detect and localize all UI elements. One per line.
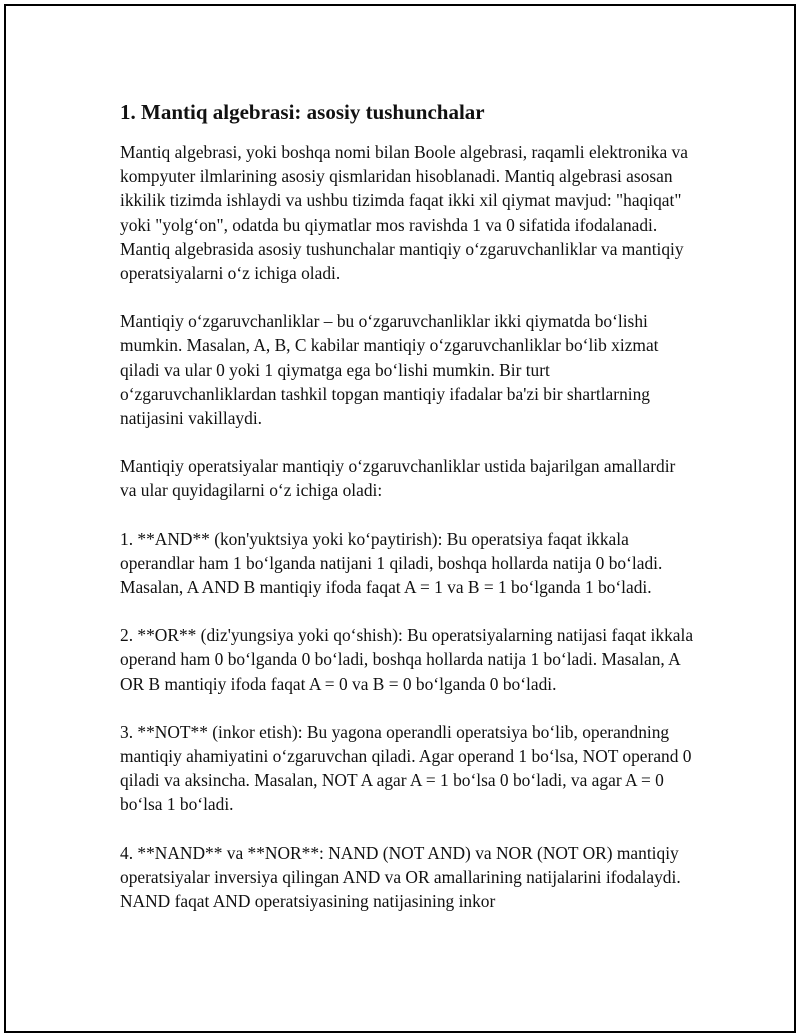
page-frame bbox=[4, 4, 796, 1033]
document-body bbox=[120, 98, 695, 937]
paragraph-operations-intro: Mantiqiy operatsiyalar mantiqiy o‘zgaruvchanliklar ustida bajarilgan amallardir va ular quyidagilarni o‘z ichiga oladi: bbox=[120, 456, 676, 501]
paragraph-variables: Mantiqiy o‘zgaruvchanliklar – bu o‘zgaruvchanliklar ikki qiymatda bo‘lishi mumkin. Masalan, A, B, C kabilar mantiqiy o‘zgaruvchanliklar bo‘lib xizmat qiladi va ular 0 yoki 1 qiymatga ega bo‘lishi mumkin. Bir turt o‘zgaruvchanliklardan tashkil topgan mantiqiy ifadalar ba'zi bir shartlarning natijasini vakillaydi. bbox=[120, 311, 659, 429]
paragraph-and: 1. **AND** (kon'yuktsiya yoki ko‘paytirish): Bu operatsiya faqat ikkala operandlar ham 1 bo‘lganda natijani 1 qiladi, boshqa hollarda natija 0 bo‘ladi. Masalan, A AND B mantiqiy ifoda faqat A = 1 va B = 1 bo‘lganda 1 bo‘ladi. bbox=[120, 528, 663, 598]
paragraph-nand-nor: 4. **NAND** va **NOR**: NAND (NOT AND) va NOR (NOT OR) mantiqiy operatsiyalar inversiya qilingan AND va OR amallarining natijalarini ifodalaydi. NAND faqat AND operatsiyasining natijasining inkor bbox=[120, 842, 681, 912]
paragraph-intro: Mantiq algebrasi, yoki boshqa nomi bilan Boole algebrasi, raqamli elektronika va kompyuter ilmlarining asosiy qismlaridan hisoblanadi. Mantiq algebrasi asosan ikkilik tizimda ishlaydi va ushbu tizimda faqat ikki xil qiymat mavjud: "haqiqat" yoki "yolg‘on", odatda bu qiymatlar mos ravishda 1 va 0 sifatida ifodalanadi. Mantiq algebrasida asosiy tushunchalar mantiqiy o‘zgaruvchanliklar va mantiqiy operatsiyalarni o‘z ichiga oladi. bbox=[120, 142, 688, 284]
paragraph-or: 2. **OR** (diz'yungsiya yoki qo‘shish): Bu operatsiyalarning natijasi faqat ikkala operand ham 0 bo‘lganda 0 bo‘ladi, boshqa hollarda natija 1 bo‘ladi. Masalan, A OR B mantiqiy ifoda faqat A = 0 va B = 0 bo‘lganda 0 bo‘ladi. bbox=[120, 625, 694, 694]
document-title: 1. Mantiq algebrasi: asosiy tushunchalar bbox=[120, 100, 485, 124]
paragraph-not: 3. **NOT** (inkor etish): Bu yagona operandli operatsiya bo‘lib, operandning mantiqiy ahamiyatini o‘zgaruvchan qiladi. Agar operand 1 bo‘lsa, NOT operand 0 qiladi va aksincha. Masalan, NOT A agar A = 1 bo‘lsa 0 bo‘ladi, va agar A = 0 bo‘lsa 1 bo‘ladi. bbox=[120, 721, 692, 815]
